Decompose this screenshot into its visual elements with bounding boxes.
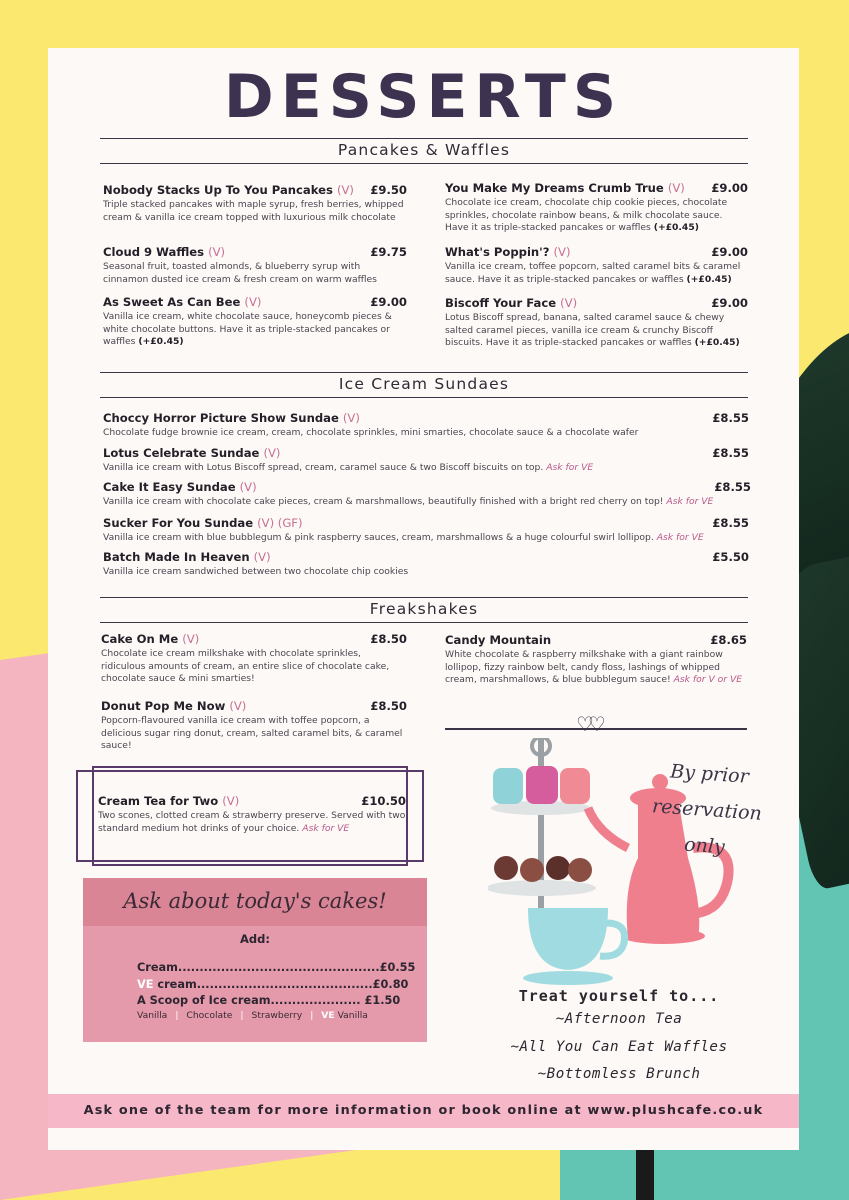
treat-block xyxy=(494,986,744,1089)
item-tag: (V) xyxy=(553,245,571,259)
section-heading-freakshakes: Freakshakes xyxy=(100,597,748,623)
addon-ve-prefix: VE xyxy=(137,977,154,991)
menu-item xyxy=(103,480,751,509)
item-price: £8.55 xyxy=(712,446,749,460)
cakes-heading: Ask about today's cakes! xyxy=(83,878,427,926)
item-name: What's Poppin'? xyxy=(445,245,550,259)
item-note: Ask for V or VE xyxy=(673,674,743,686)
footer-banner: Ask one of the team for more information or book online at www.plushcafe.co.uk xyxy=(48,1094,799,1128)
item-tag: (V) xyxy=(342,411,360,425)
hearts-icon: ♡♡ xyxy=(576,712,600,736)
item-tag: (V) xyxy=(239,480,257,494)
item-note: Ask for VE xyxy=(656,532,704,543)
item-tag: (V) xyxy=(336,183,354,197)
menu-item xyxy=(445,633,747,687)
item-tag: (V) xyxy=(560,296,578,310)
menu-item xyxy=(103,245,407,286)
item-description: Chocolate ice cream milkshake with chocolate sprinkles, ridiculous amounts of cream, an entire slice of chocolate cake, chocolate sauce & mini smarties! xyxy=(101,648,390,685)
item-price: £8.55 xyxy=(714,480,751,494)
cream-tea-item xyxy=(98,794,406,835)
item-name: Nobody Stacks Up To You Pancakes xyxy=(103,183,333,197)
item-description: Seasonal fruit, toasted almonds, & blueberry syrup with cinnamon dusted ice cream & fresh cream on warm waffles xyxy=(103,261,377,285)
treat-item: ~Afternoon Tea xyxy=(555,1011,683,1027)
menu-item xyxy=(103,295,407,349)
item-price: £8.55 xyxy=(712,516,749,530)
treat-item: ~All You Can Eat Waffles xyxy=(510,1038,728,1055)
addon-line xyxy=(137,993,427,1010)
item-description: Vanilla ice cream, white chocolate sauce, honeycomb pieces & white chocolate buttons. Have it as triple-stacked pancakes or waffles xyxy=(103,311,392,348)
addon-text: cream.........................................£0.80 xyxy=(153,977,409,991)
leaf-stem xyxy=(636,1150,654,1200)
cakes-panel xyxy=(83,878,427,1042)
item-extra-price: (+£0.45) xyxy=(686,273,732,285)
item-name: Cake It Easy Sundae xyxy=(103,480,236,494)
item-name: Candy Mountain xyxy=(445,633,552,647)
item-price: £8.65 xyxy=(710,633,747,647)
item-name: Choccy Horror Picture Show Sundae xyxy=(103,411,339,425)
item-price: £9.00 xyxy=(711,296,748,310)
treat-heading: Treat yourself to... xyxy=(518,987,720,1005)
menu-item xyxy=(445,245,748,286)
item-extra-price: (+£0.45) xyxy=(653,222,699,234)
item-description: Vanilla ice cream with blue bubblegum & pink raspberry sauces, cream, marshmallows & a huge colourful swirl lollipop. xyxy=(103,532,654,543)
item-description: Vanilla ice cream, toffee popcorn, salted caramel bits & caramel sauce. Have it as triple-stacked pancakes or waffles xyxy=(445,261,741,285)
flavour: Vanilla xyxy=(137,1009,168,1021)
item-tag: (V) xyxy=(244,295,262,309)
item-name: Biscoff Your Face xyxy=(445,296,557,310)
item-note: Ask for VE xyxy=(666,496,714,507)
item-price: £9.00 xyxy=(711,181,748,195)
item-description: Chocolate fudge brownie ice cream, cream, chocolate sprinkles, mini smarties, chocolate sauce & a chocolate wafer xyxy=(103,427,639,438)
item-name: Sucker For You Sundae xyxy=(103,516,254,530)
menu-item xyxy=(103,446,749,475)
item-price: £9.00 xyxy=(711,245,748,259)
item-price: £8.50 xyxy=(370,699,407,713)
item-name: You Make My Dreams Crumb True xyxy=(445,181,664,195)
flavour: Chocolate xyxy=(186,1009,233,1021)
item-price: £9.50 xyxy=(370,183,407,197)
item-description: Vanilla ice cream with chocolate cake pieces, cream & marshmallows, beautifully finished with a bright red cherry on top! xyxy=(103,496,664,507)
treat-item: ~Bottomless Brunch xyxy=(537,1066,701,1082)
item-tag: (V) xyxy=(208,245,226,259)
item-extra-price: (+£0.45) xyxy=(694,337,740,349)
menu-item xyxy=(103,183,407,224)
menu-item xyxy=(103,550,749,579)
addon-text: Cream...............................................£0.55 xyxy=(137,961,416,974)
addon-line xyxy=(137,977,427,994)
item-description: Popcorn-flavoured vanilla ice cream with toffee popcorn, a delicious sugar ring donut, cream, salted caramel bits, & caramel sauce! xyxy=(101,715,403,752)
flavour: Vanilla xyxy=(337,1009,368,1021)
item-tag: (V) (GF) xyxy=(257,516,303,530)
section-heading-pancakes: Pancakes & Waffles xyxy=(100,138,748,164)
item-tag: (V) xyxy=(667,181,685,195)
item-price: £8.50 xyxy=(370,632,407,646)
flavours-list: Vanilla | Chocolate | Strawberry | VE Vanilla xyxy=(137,1009,368,1021)
section-heading-sundaes: Ice Cream Sundaes xyxy=(100,372,748,398)
menu-item xyxy=(445,181,748,235)
item-tag: (V) xyxy=(229,699,247,713)
item-tag: (V) xyxy=(222,794,240,808)
item-description: Chocolate ice cream, chocolate chip cookie pieces, chocolate sprinkles, chocolate rainbow beans, & milk chocolate sauce. Have it as triple-stacked pancakes or waffles xyxy=(445,197,728,234)
cakes-add-label: Add: xyxy=(240,932,270,946)
item-name: Lotus Celebrate Sundae xyxy=(103,446,260,460)
item-price: £9.00 xyxy=(370,295,407,309)
item-name: Donut Pop Me Now xyxy=(101,699,226,713)
item-description: Vanilla ice cream with Lotus Biscoff spread, cream, caramel sauce & two Biscoff biscuits on top. xyxy=(103,462,544,473)
menu-item xyxy=(101,632,407,686)
menu-item xyxy=(103,411,749,440)
item-price: £8.55 xyxy=(712,411,749,425)
item-name: Batch Made In Heaven xyxy=(103,550,250,564)
item-description: Two scones, clotted cream & strawberry preserve. Served with two standard medium hot drinks of your choice. xyxy=(98,810,406,834)
item-description: Vanilla ice cream sandwiched between two chocolate chip cookies xyxy=(103,566,409,577)
item-name: Cloud 9 Waffles xyxy=(103,245,205,259)
item-description: Lotus Biscoff spread, banana, salted caramel sauce & chewy salted caramel pieces, vanilla ice cream & crunchy Biscoff biscuits. Have it as triple-stacked pancakes or waffles xyxy=(445,312,725,349)
item-name: As Sweet As Can Bee xyxy=(103,295,241,309)
item-tag: (V) xyxy=(253,550,271,564)
menu-sheet xyxy=(48,48,799,1150)
item-tag: (V) xyxy=(263,446,281,460)
item-extra-price: (+£0.45) xyxy=(138,336,184,348)
addon-line xyxy=(137,960,427,977)
item-price: £5.50 xyxy=(712,550,749,564)
flavour: Strawberry xyxy=(251,1009,303,1021)
cakes-addons-list xyxy=(137,960,427,1010)
prior-reservation-note: By prior reservation only xyxy=(651,760,763,859)
item-name: Cake On Me xyxy=(101,632,179,646)
item-tag: (V) xyxy=(182,632,200,646)
item-price: £9.75 xyxy=(370,245,407,259)
item-price: £10.50 xyxy=(361,794,406,808)
item-name: Cream Tea for Two xyxy=(98,794,219,808)
addon-text: A Scoop of Ice cream..................... £1.50 xyxy=(137,994,401,1007)
flavour-ve-prefix: VE xyxy=(321,1009,335,1021)
page-title: DESSERTS xyxy=(223,62,624,132)
menu-item xyxy=(445,296,748,350)
menu-item xyxy=(101,699,407,753)
item-note: Ask for VE xyxy=(302,822,350,834)
item-description: White chocolate & raspberry milkshake with a giant rainbow lollipop, fizzy rainbow belt, candy floss, lashings of whipped cream, marshmallows, & blue bubblegum sauce! xyxy=(445,649,723,686)
item-note: Ask for VE xyxy=(546,462,594,473)
menu-item xyxy=(103,516,749,545)
item-description: Triple stacked pancakes with maple syrup, fresh berries, whipped cream & vanilla ice cream topped with luxurious milk chocolate xyxy=(103,199,404,223)
